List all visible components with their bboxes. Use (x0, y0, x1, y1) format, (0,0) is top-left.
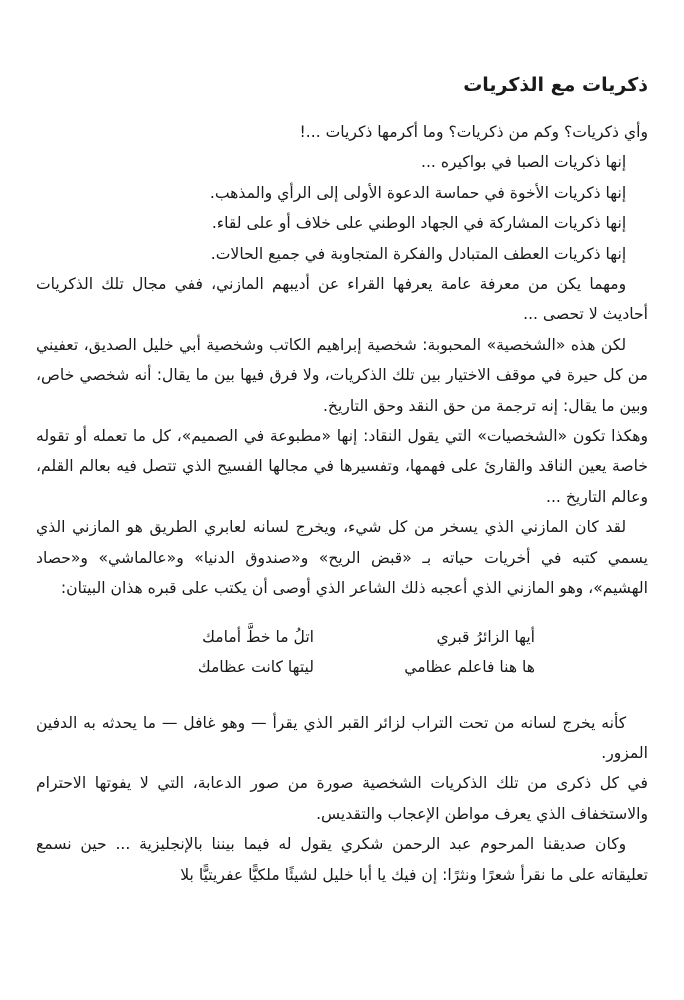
paragraph: وهكذا تكون «الشخصيات» التي يقول النقاد: إنها «مطبوعة في الصميم»، كل ما تعمله أو تقوله خاصة يعين الناقد والقارئ على فهمها، وتفسيرها في مجالها الفسيح الذي تتصل فيه بعالم القلم، وعالم التاريخ ... (36, 427, 648, 506)
body-text-after-poem (36, 708, 648, 890)
paragraph: إنها ذكريات العطف المتبادل والفكرة المتجاوبة في جميع الحالات. (210, 244, 627, 263)
poem-second-hemistich: اتلُ ما خطَّ أمامك (202, 627, 314, 646)
paragraph: إنها ذكريات الأخوة في حماسة الدعوة الأولى إلى الرأي والمذهب. (209, 183, 627, 202)
paragraph: في كل ذكرى من تلك الذكريات الشخصية صورة من صور الدعابة، التي لا يفوتها الاحترام والاستخفاف الذي يعرف مواطن الإعجاب والتقديس. (36, 774, 648, 823)
paragraph: إنها ذكريات الصبا في بواكيره ... (421, 153, 627, 172)
paragraph: لقد كان المازني الذي يسخر من كل شيء، ويخرج لسانه لعابري الطريق هو المازني الذي يسمي كتبه في أخريات حياته بـ «قبض الريح» و«صندوق الدنيا» و«عالماشي» و«حصاد الهشيم»، وهو المازني الذي أعجبه ذلك الشاعر الذي أوصى أن يكتب على قبره هذان البيتان: (36, 518, 648, 598)
poem-first-hemistich: ها هنا فاعلم عظامي (404, 657, 535, 676)
poem-verse (36, 622, 648, 652)
paragraph: ومهما يكن من معرفة عامة يعرفها القراء عن أديبهم المازني، ففي مجال تلك الذكريات أحاديث لا تحصى ... (36, 275, 648, 324)
body-text-before-poem (36, 117, 648, 604)
chapter-title: ذكريات مع الذكريات (463, 74, 648, 96)
paragraph: إنها ذكريات المشاركة في الجهاد الوطني على خلاف أو على لقاء. (211, 214, 627, 233)
poem-first-hemistich: أيها الزائرُ قبري (436, 627, 535, 646)
poem-second-hemistich: ليتها كانت عظامك (197, 657, 314, 676)
poem (36, 622, 648, 682)
poem-verse (36, 652, 648, 682)
paragraph: لكن هذه «الشخصية» المحبوبة: شخصية إبراهيم الكاتب وشخصية أبي خليل الصديق، تعفيني من كل حيرة في موقف الاختيار بين تلك الذكريات، ولا فرق فيها بين ما يقال: أنه شخصي خاص، وبين ما يقال: إنه ترجمة من حق النقد وحق التاريخ. (36, 335, 648, 415)
paragraph: كأنه يخرج لسانه من تحت التراب لزائر القبر الذي يقرأ — وهو غافل — ما يحدثه به الدفين المزور. (36, 713, 648, 762)
paragraph: وأي ذكريات؟ وكم من ذكريات؟ وما أكرمها ذكريات ...! (299, 123, 648, 141)
paragraph: وكان صديقنا المرحوم عبد الرحمن شكري يقول له فيما بيننا بالإنجليزية ... حين نسمع تعليقاته على ما نقرأ شعرًا ونثرًا: إن فيك يا أبا خليل لشيئًا ملكيًّا عفريتيًّا بلا (36, 835, 648, 884)
